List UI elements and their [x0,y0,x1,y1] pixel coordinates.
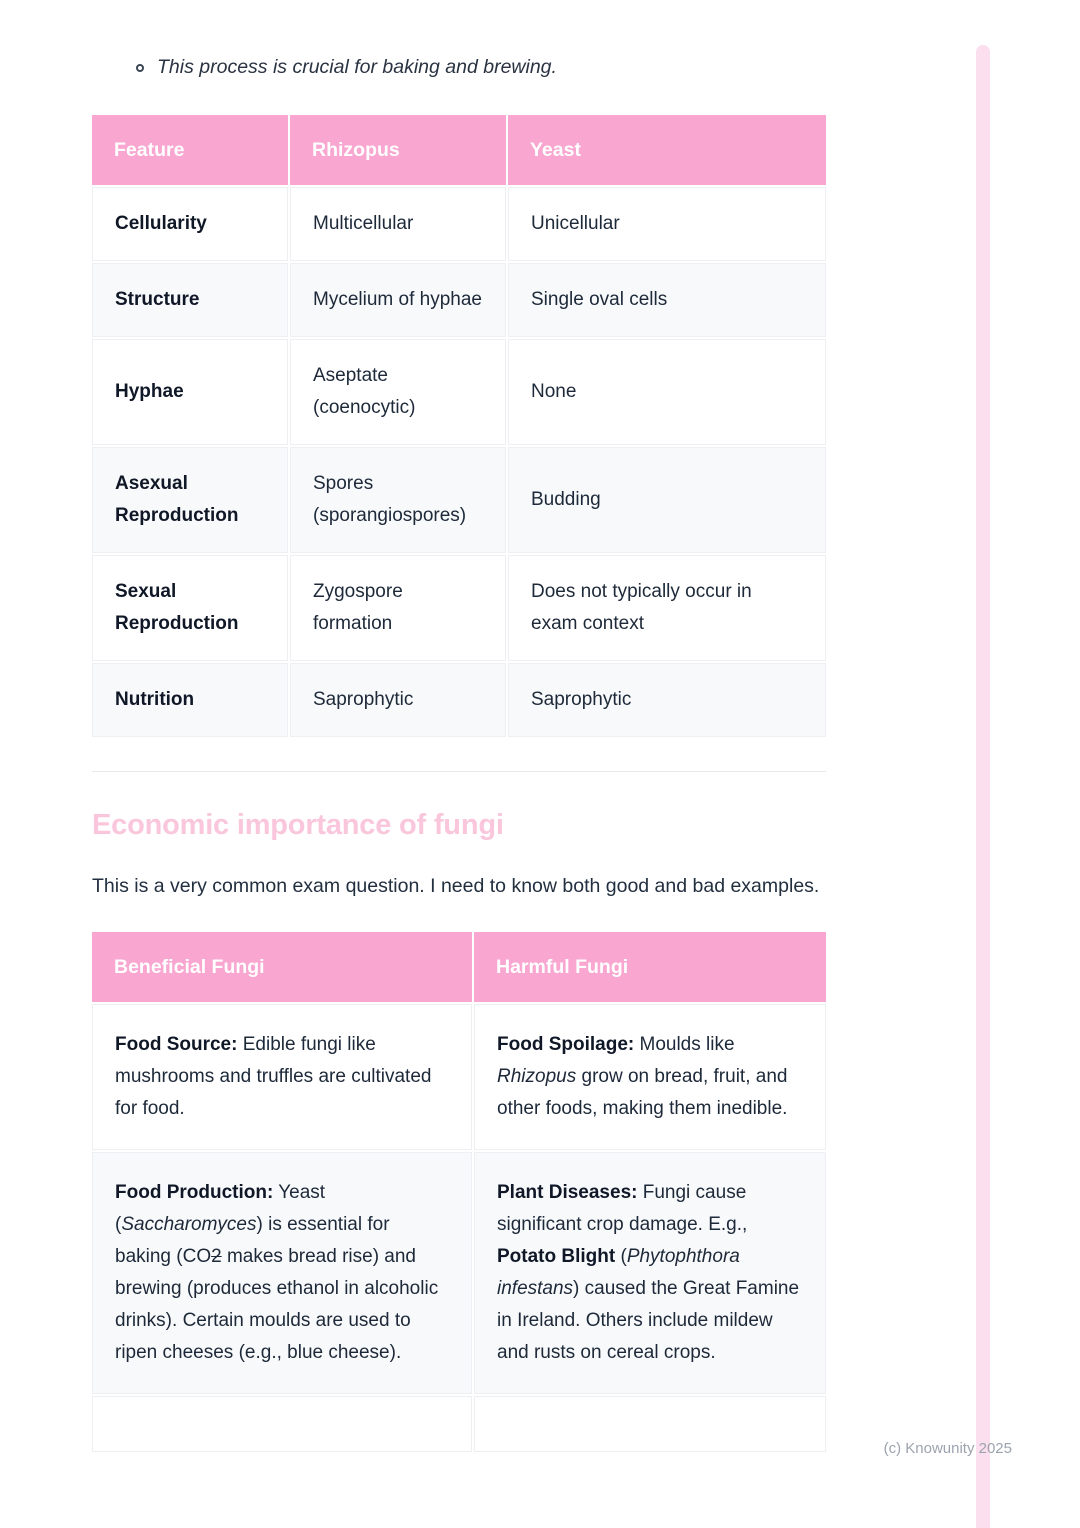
table-header-cell: Harmful Fungi [474,932,826,1002]
cell-bold-label: Plant Diseases: [497,1182,638,1203]
cell-strikethrough-run: 2 [211,1246,222,1267]
cell-text: Cellularity [115,213,207,234]
comparison-table [92,115,826,737]
table-cell [92,187,288,261]
table-cell [92,1396,472,1452]
table-cell [508,555,826,661]
cell-text: Zygospore formation [313,581,403,634]
cell-text-run: ( [615,1246,627,1267]
cell-text: Structure [115,289,200,310]
table-cell [290,187,506,261]
cell-text: Multicellular [313,213,414,234]
table-cell [474,1004,826,1150]
divider [92,771,826,772]
table-cell [92,263,288,337]
cell-bold-run: Potato Blight [497,1246,616,1267]
cell-text: Hyphae [115,381,184,402]
scrollbar[interactable] [976,45,990,1528]
table-cell [92,663,288,737]
cell-text-run: Edible fungi like mushrooms and truffles are cultivated for food. [115,1034,432,1119]
table-cell [290,263,506,337]
table-cell [92,555,288,661]
cell-text [497,1177,803,1369]
section-heading: Economic importance of fungi [92,809,504,841]
cell-italic-run: Phytophthora infestans [497,1246,740,1299]
table-cell [290,339,506,445]
table-cell [92,339,288,445]
cell-bold-label: Food Production: [115,1182,274,1203]
table-cell [290,555,506,661]
cell-text-run: Fungi cause significant crop damage. E.g., [497,1182,748,1235]
cell-text [115,1029,449,1125]
table-header-cell: Yeast [508,115,826,185]
table-header-cell: Rhizopus [290,115,506,185]
table-cell [508,663,826,737]
cell-italic-run: Rhizopus [497,1066,577,1087]
cell-text: Saprophytic [313,689,414,710]
table-cell [508,339,826,445]
cell-text [115,1177,449,1369]
cell-italic-run: Saccharomyces [121,1214,257,1235]
table-cell [92,1152,472,1394]
circle-bullet-icon [136,64,144,72]
table-cell [474,1396,826,1452]
cell-text: Mycelium of hyphae [313,289,482,310]
table-cell [92,447,288,553]
table-cell [508,263,826,337]
table-header-cell: Feature [92,115,288,185]
cell-text: None [531,381,577,402]
table-cell [290,663,506,737]
watermark: (c) Knowunity 2025 [883,1440,1012,1457]
table-cell [290,447,506,553]
table-cell [508,187,826,261]
table-cell [474,1152,826,1394]
document-content [92,0,826,1452]
table-cell [92,1004,472,1150]
cell-text-run: ) is essential for baking (CO [115,1214,390,1267]
cell-bold-label: Food Spoilage: [497,1034,635,1055]
intro-paragraph: This is a very common exam question. I need to know both good and bad examples. [92,875,820,897]
cell-text: Asexual Reproduction [115,473,239,526]
cell-text: Does not typically occur in exam context [531,581,752,634]
cell-text: Saprophytic [531,689,632,710]
cell-text-run: makes bread rise) and brewing (produces ethanol in alcoholic drinks). Certain moulds are used to ripen cheeses (e.g., blue cheese). [115,1246,439,1363]
fungi-table [92,932,826,1452]
cell-text-run: Yeast ( [115,1182,326,1235]
cell-text [497,1029,803,1125]
cell-bold-label: Food Source: [115,1034,238,1055]
cell-text: Single oval cells [531,289,668,310]
cell-text: Spores (sporangiospores) [313,473,467,526]
cell-text-run: Moulds like [634,1034,735,1055]
cell-text: Unicellular [531,213,620,234]
table-header-cell: Beneficial Fungi [92,932,472,1002]
list-item [92,56,826,79]
table-cell [508,447,826,553]
cell-text-run: grow on bread, fruit, and other foods, making them inedible. [497,1066,788,1119]
bullet-text: This process is crucial for baking and brewing. [157,56,557,78]
cell-text: Aseptate (coenocytic) [313,365,416,418]
cell-text: Nutrition [115,689,195,710]
cell-text-run: ) caused the Great Famine in Ireland. Others include mildew and rusts on cereal crops. [497,1278,800,1363]
cell-text: Budding [531,489,601,510]
cell-text: Sexual Reproduction [115,581,239,634]
